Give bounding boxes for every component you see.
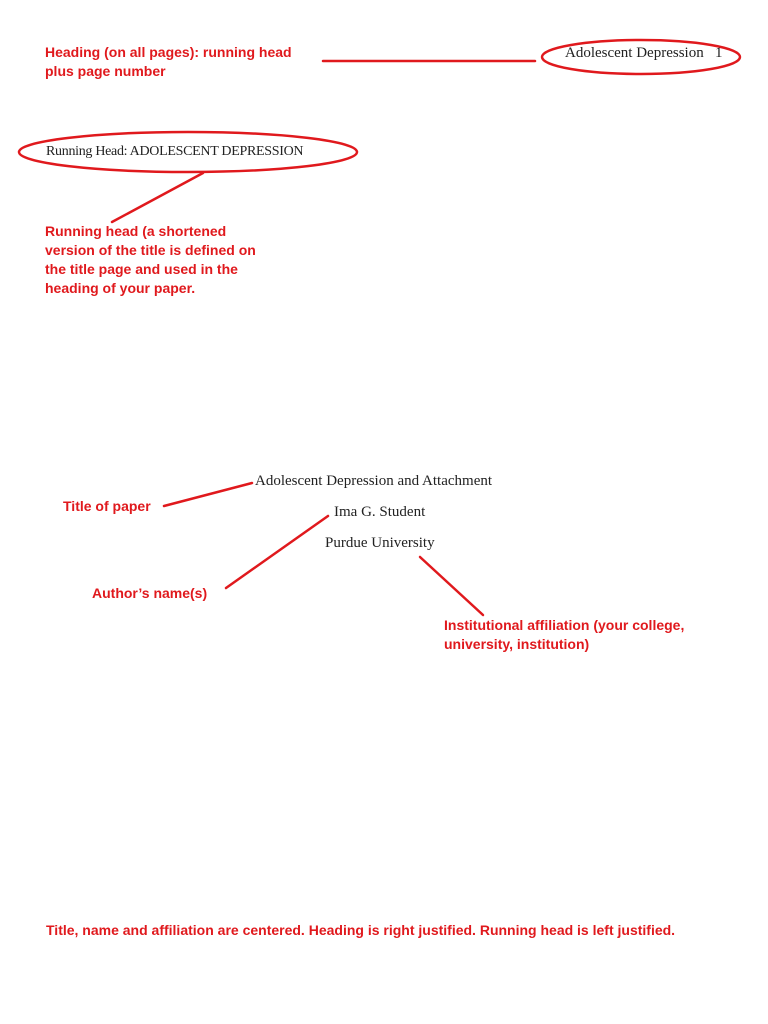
footer-annotation: Title, name and affiliation are centered. Heading is right justified. Running head is left justified.: [46, 922, 676, 938]
title-annotation: Title of paper: [63, 498, 151, 514]
page-header-text: Adolescent Depression: [565, 45, 704, 61]
affiliation-annotation: Institutional affiliation (your college, university, institution): [444, 617, 685, 652]
author-annotation: Author’s name(s): [92, 585, 208, 601]
page-header: [565, 45, 722, 62]
paper-title: Adolescent Depression and Attachment: [255, 473, 493, 489]
heading-annotation: Heading (on all pages): running head plus page number: [45, 44, 292, 79]
page-number: 1: [714, 45, 723, 61]
title-callout-line: [164, 483, 252, 506]
author-name: Ima G. Student: [334, 504, 426, 520]
running-head-callout-line: [112, 173, 203, 222]
running-head-annotation: Running head (a shortened version of the title is defined on the title page and used in the heading of your paper.: [45, 223, 256, 296]
affiliation-callout-line: [420, 557, 483, 615]
author-callout-line: [226, 516, 328, 588]
institution-name: Purdue University: [325, 535, 435, 551]
running-head-line: Running Head: ADOLESCENT DEPRESSION: [46, 144, 304, 159]
